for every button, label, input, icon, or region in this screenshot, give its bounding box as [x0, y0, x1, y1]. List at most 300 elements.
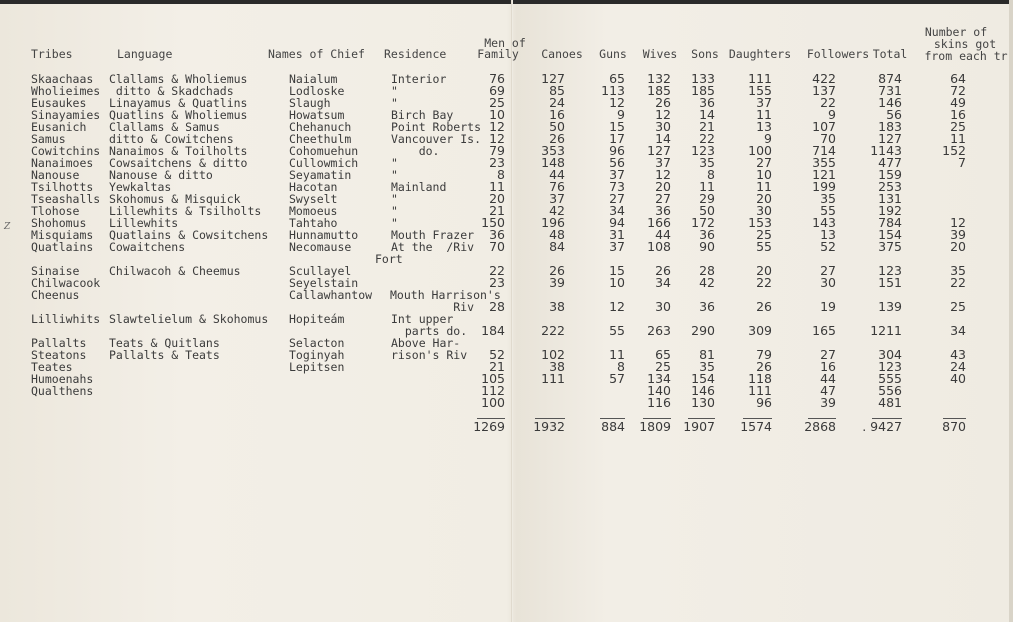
cell-tribe: Shohomus: [31, 216, 87, 230]
cell-canoes: 222: [541, 323, 565, 338]
cell-followers: 355: [812, 155, 836, 170]
cell-total: 139: [878, 299, 902, 314]
cell-sons: 14: [699, 107, 715, 122]
cell-canoes: 26: [549, 263, 565, 278]
cell-chief: Callawhantow: [289, 288, 373, 302]
header-skins-l3: from each tr: [924, 49, 1008, 63]
cell-chief: Hopiteám: [289, 312, 345, 326]
cell-residence: ": [391, 84, 398, 98]
cell-wives: 27: [655, 191, 671, 206]
cell-chief: Slaugh: [289, 96, 331, 110]
header-language: Language: [117, 47, 173, 61]
cell-total: 1211: [870, 323, 902, 338]
cell-followers: 35: [820, 191, 836, 206]
cell-skins: 25: [950, 119, 966, 134]
cell-daughters: 96: [756, 395, 772, 410]
cell-men: 21: [489, 203, 505, 218]
cell-chief: Lepitsen: [289, 360, 345, 374]
total-total: . 9427: [862, 419, 902, 434]
cell-skins: 49: [950, 95, 966, 110]
cell-chief: Toginyah: [289, 348, 345, 362]
cell-language: Pallalts & Teats: [109, 348, 220, 362]
cell-sons: 50: [699, 203, 715, 218]
cell-chief: Momoeus: [289, 204, 338, 218]
cell-men: 52: [489, 347, 505, 362]
cell-daughters: 155: [748, 83, 772, 98]
cell-daughters: 10: [756, 167, 772, 182]
cell-total: 123: [878, 263, 902, 278]
cell-residence: Mouth Frazer: [391, 228, 475, 242]
total-wives: 1809: [639, 419, 671, 434]
cell-guns: 34: [609, 203, 625, 218]
cell-language: Quatlins & Wholiemus: [109, 108, 248, 122]
cell-wives: 30: [655, 299, 671, 314]
cell-language: Skohomus & Misquick: [109, 192, 241, 206]
cell-sons: 42: [699, 275, 715, 290]
cell-daughters: 22: [756, 275, 772, 290]
cell-guns: 31: [609, 227, 625, 242]
cell-wives: 185: [647, 83, 671, 98]
cell-guns: 17: [609, 131, 625, 146]
cell-wives: 65: [655, 347, 671, 362]
cell-total: 481: [878, 395, 902, 410]
cell-guns: 65: [609, 71, 625, 86]
cell-wives: 140: [647, 383, 671, 398]
cell-canoes: 37: [549, 191, 565, 206]
cell-total: 131: [878, 191, 902, 206]
cell-skins: 16: [950, 107, 966, 122]
cell-sons: 130: [691, 395, 715, 410]
cell-guns: 27: [609, 191, 625, 206]
cell-wives: 44: [655, 227, 671, 242]
cell-daughters: 30: [756, 203, 772, 218]
cell-language: Yewkaltas: [109, 180, 172, 194]
cell-tribe: Lilliwhits: [31, 312, 101, 326]
cell-residence: Birch Bay: [391, 108, 454, 122]
cell-tribe: Eusanich: [31, 120, 87, 134]
header-wives: Wives: [642, 47, 678, 61]
cell-followers: 16: [820, 359, 836, 374]
cell-chief: Tahtaho: [289, 216, 338, 230]
cell-language: Nanaimos & Toilholts: [109, 144, 248, 158]
total-daughters: 1574: [740, 419, 772, 434]
cell-wives: 12: [655, 107, 671, 122]
cell-canoes: 196: [541, 215, 565, 230]
cell-skins: 39: [950, 227, 966, 242]
cell-residence: ": [391, 168, 398, 182]
cell-wives: 26: [655, 95, 671, 110]
cell-men: 20: [489, 191, 505, 206]
cell-language: Clallams & Samus: [109, 120, 220, 134]
header-daughters: Daughters: [728, 47, 792, 61]
cell-chief: Selacton: [289, 336, 345, 350]
cell-total: 159: [878, 167, 902, 182]
total-followers: 2868: [804, 419, 836, 434]
cell-total: 56: [886, 107, 902, 122]
cell-skins: 11: [950, 131, 966, 146]
header-tribes: Tribes: [31, 47, 73, 61]
cell-guns: 73: [609, 179, 625, 194]
cell-tribe: Sinaise: [31, 264, 80, 278]
cell-skins: 40: [950, 371, 966, 386]
cell-men: 21: [489, 359, 505, 374]
cell-language: Clallams & Wholiemus: [109, 72, 248, 86]
cell-wives: 20: [655, 179, 671, 194]
cell-language: ditto & Cowitchens: [109, 132, 234, 146]
cell-daughters: 27: [756, 155, 772, 170]
cell-daughters: 118: [748, 371, 772, 386]
cell-followers: 714: [812, 143, 836, 158]
cell-tribe: Tsilhotts: [31, 180, 94, 194]
cell-total: 731: [878, 83, 902, 98]
cell-canoes: 38: [549, 359, 565, 374]
cell-daughters: 20: [756, 263, 772, 278]
cell-guns: 56: [609, 155, 625, 170]
cell-followers: 22: [820, 95, 836, 110]
cell-sons: 22: [699, 131, 715, 146]
cell-canoes: 148: [541, 155, 565, 170]
cell-residence: Vancouver Is.: [391, 132, 482, 146]
cell-guns: 11: [609, 347, 625, 362]
cell-tribe: Cheenus: [31, 288, 80, 302]
cell-sons: 90: [699, 239, 715, 254]
cell-followers: 55: [820, 203, 836, 218]
cell-men: 25: [489, 95, 505, 110]
cell-men: 23: [489, 275, 505, 290]
cell-men: 8: [497, 167, 505, 182]
total-guns: 884: [601, 419, 625, 434]
cell-daughters: 26: [756, 359, 772, 374]
cell-daughters: 11: [756, 179, 772, 194]
cell-men: 22: [489, 263, 505, 278]
cell-sons: 81: [699, 347, 715, 362]
cell-total: 555: [878, 371, 902, 386]
cell-language: Nanouse & ditto: [109, 168, 213, 182]
cell-residence: ": [391, 192, 398, 206]
cell-tribe: Misquiams: [31, 228, 94, 242]
header-canoes: Canoes: [541, 47, 583, 61]
cell-skins: 7: [958, 155, 966, 170]
cell-followers: 47: [820, 383, 836, 398]
cell-chief: Howatsum: [289, 108, 345, 122]
cell-skins: 72: [950, 83, 966, 98]
cell-followers: 199: [812, 179, 836, 194]
cell-wives: 108: [647, 239, 671, 254]
cell-sons: 146: [691, 383, 715, 398]
cell-guns: 8: [617, 359, 625, 374]
cell-guns: 96: [609, 143, 625, 158]
cell-men: 12: [489, 119, 505, 134]
cell-wives: 12: [655, 167, 671, 182]
cell-canoes: 102: [541, 347, 565, 362]
cell-guns: 10: [609, 275, 625, 290]
cell-daughters: 13: [756, 119, 772, 134]
cell-residence: ": [391, 216, 398, 230]
cell-daughters: 79: [756, 347, 772, 362]
cell-canoes: 42: [549, 203, 565, 218]
cell-language: Cowaitchens: [109, 240, 186, 254]
cell-residence: Int upper: [391, 312, 454, 326]
cell-total: 874: [878, 71, 902, 86]
cell-residence: do.: [391, 144, 440, 158]
total-men: 1269: [473, 419, 505, 434]
cell-chief: Naialum: [289, 72, 338, 86]
cell-skins: 152: [942, 143, 966, 158]
cell-chief: Seyelstain: [289, 276, 359, 290]
cell-followers: 19: [820, 299, 836, 314]
cell-tribe: Nanaimoes: [31, 156, 94, 170]
cell-sons: 29: [699, 191, 715, 206]
cell-chief: Cheethulm: [289, 132, 352, 146]
cell-language: Cowsaitchens & ditto: [109, 156, 248, 170]
cell-skins: 25: [950, 299, 966, 314]
cell-skins: 43: [950, 347, 966, 362]
cell-men: 150: [481, 215, 505, 230]
cell-sons: 133: [691, 71, 715, 86]
cell-language: Lillewhits & Tsilholts: [109, 204, 262, 218]
cell-language: Lillewhits: [109, 216, 179, 230]
cell-wives: 116: [647, 395, 671, 410]
cell-followers: 39: [820, 395, 836, 410]
cell-skins: 20: [950, 239, 966, 254]
cell-residence: Interior: [391, 72, 447, 86]
cell-guns: 113: [601, 83, 625, 98]
cell-followers: 143: [812, 215, 836, 230]
cell-sons: 28: [699, 263, 715, 278]
cell-sons: 290: [691, 323, 715, 338]
cell-sons: 185: [691, 83, 715, 98]
cell-skins: 24: [950, 359, 966, 374]
cell-total: 146: [878, 95, 902, 110]
cell-wives: 34: [655, 275, 671, 290]
cell-language: Chilwacoh & Cheemus: [109, 264, 241, 278]
cell-residence: rison's Riv: [391, 348, 468, 362]
header-skins-l1: Number of: [924, 25, 988, 39]
cell-tribe: Eusaukes: [31, 96, 87, 110]
cell-wives: 166: [647, 215, 671, 230]
cell-skins: 35: [950, 263, 966, 278]
cell-total: 127: [878, 131, 902, 146]
header-total: Total: [872, 47, 908, 61]
cell-men: 112: [481, 383, 505, 398]
total-sons: 1907: [683, 419, 715, 434]
cell-guns: 9: [617, 107, 625, 122]
cell-tribe: Teates: [31, 360, 73, 374]
cell-tribe: Tlohose: [31, 204, 80, 218]
cell-canoes: 127: [541, 71, 565, 86]
cell-guns: 37: [609, 239, 625, 254]
cell-men: 69: [489, 83, 505, 98]
cell-chief: Hacotan: [289, 180, 338, 194]
cell-guns: 12: [609, 299, 625, 314]
cell-language: Quatlains & Cowsitchens: [109, 228, 269, 242]
cell-canoes: 85: [549, 83, 565, 98]
header-skins-l2: skins got: [933, 37, 997, 51]
cell-total: 477: [878, 155, 902, 170]
cell-tribe: Qualthens: [31, 384, 94, 398]
cell-men: 36: [489, 227, 505, 242]
right-edge: [1009, 0, 1013, 622]
cell-daughters: 26: [756, 299, 772, 314]
cell-wives: 132: [647, 71, 671, 86]
total-canoes: 1932: [533, 419, 565, 434]
cell-residence: Mainland: [391, 180, 447, 194]
cell-chief: Swyselt: [289, 192, 338, 206]
cell-daughters: 309: [748, 323, 772, 338]
cell-language: Slawtelielum & Skohomus: [109, 312, 269, 326]
page-fold: [511, 0, 513, 622]
top-edge: [0, 0, 1013, 4]
cell-men: 76: [489, 71, 505, 86]
cell-wives: 26: [655, 263, 671, 278]
cell-chief: Necomause: [289, 240, 352, 254]
cell-chief: Lodloske: [289, 84, 345, 98]
cell-daughters: 111: [748, 71, 772, 86]
cell-guns: 57: [609, 371, 625, 386]
cell-tribe: Samus: [31, 132, 66, 146]
header-guns: Guns: [599, 47, 627, 61]
cell-residence: ": [391, 204, 398, 218]
cell-followers: 422: [812, 71, 836, 86]
cell-tribe: Tseashalls: [31, 192, 101, 206]
cell-daughters: 153: [748, 215, 772, 230]
cell-followers: 165: [812, 323, 836, 338]
cell-followers: 13: [820, 227, 836, 242]
cell-guns: 12: [609, 95, 625, 110]
cell-canoes: 44: [549, 167, 565, 182]
cell-men: 105: [481, 371, 505, 386]
cell-canoes: 38: [549, 299, 565, 314]
cell-language: Linayamus & Quatlins: [109, 96, 248, 110]
cell-chief: Seyamatin: [289, 168, 352, 182]
cell-residence: Above Har-: [391, 336, 461, 350]
cell-wives: 127: [647, 143, 671, 158]
header-residence: Residence: [384, 47, 447, 61]
cell-wives: 263: [647, 323, 671, 338]
margin-mark: Z: [4, 222, 11, 232]
cell-language: ditto & Skadchads: [109, 84, 234, 98]
cell-sons: 36: [699, 299, 715, 314]
cell-residence: Mouth Harrison's: [390, 288, 501, 302]
cell-residence: ": [391, 96, 398, 110]
cell-tribe: Chilwacook: [31, 276, 101, 290]
cell-daughters: 11: [756, 107, 772, 122]
cell-total: 556: [878, 383, 902, 398]
cell-residence: parts do.: [391, 324, 468, 338]
cell-guns: 55: [609, 323, 625, 338]
cell-canoes: 111: [541, 371, 565, 386]
cell-wives: 36: [655, 203, 671, 218]
cell-followers: 121: [812, 167, 836, 182]
cell-daughters: 9: [764, 131, 772, 146]
cell-daughters: 100: [748, 143, 772, 158]
cell-canoes: 353: [541, 143, 565, 158]
cell-sons: 172: [691, 215, 715, 230]
cell-men: 100: [481, 395, 505, 410]
header-sons: Sons: [691, 47, 719, 61]
cell-daughters: 25: [756, 227, 772, 242]
cell-total: 154: [878, 227, 902, 242]
cell-canoes: 39: [549, 275, 565, 290]
cell-residence: ": [391, 156, 398, 170]
cell-tribe: Quatlains: [31, 240, 94, 254]
cell-tribe: Humoenahs: [31, 372, 94, 386]
cell-wives: 14: [655, 131, 671, 146]
cell-chief: Cullowmich: [289, 156, 359, 170]
cell-followers: 107: [812, 119, 836, 134]
cell-total: 304: [878, 347, 902, 362]
cell-followers: 70: [820, 131, 836, 146]
header-men-l2: Family: [477, 47, 519, 61]
header-men-l1: Men of: [484, 36, 526, 50]
cell-total: 375: [878, 239, 902, 254]
cell-guns: 15: [609, 263, 625, 278]
cell-total: 784: [878, 215, 902, 230]
cell-sons: 8: [707, 167, 715, 182]
cell-total: 183: [878, 119, 902, 134]
cell-tribe: Cowitchins: [31, 144, 101, 158]
cell-tribe: Nanouse: [31, 168, 80, 182]
cell-chief: Hunnamutto: [289, 228, 359, 242]
cell-daughters: 111: [748, 383, 772, 398]
cell-total: 1143: [870, 143, 902, 158]
cell-sons: 35: [699, 155, 715, 170]
cell-total: 151: [878, 275, 902, 290]
cell-men: 184: [481, 323, 505, 338]
cell-men: 28: [489, 299, 505, 314]
cell-followers: 44: [820, 371, 836, 386]
cell-residence: At the /Riv: [391, 240, 475, 254]
cell-daughters: 55: [756, 239, 772, 254]
cell-men: 79: [489, 143, 505, 158]
header-followers: Followers: [806, 47, 870, 61]
cell-canoes: 76: [549, 179, 565, 194]
cell-skins: 22: [950, 275, 966, 290]
cell-sons: 36: [699, 95, 715, 110]
cell-sons: 35: [699, 359, 715, 374]
cell-tribe: Wholieimes: [31, 84, 101, 98]
cell-followers: 137: [812, 83, 836, 98]
cell-language: Teats & Quitlans: [109, 336, 220, 350]
cell-total: 192: [878, 203, 902, 218]
cell-total: 253: [878, 179, 902, 194]
cell-sons: 11: [699, 179, 715, 194]
cell-canoes: 16: [549, 107, 565, 122]
cell-canoes: 84: [549, 239, 565, 254]
cell-sons: 154: [691, 371, 715, 386]
cell-tribe: Sinayamies: [31, 108, 101, 122]
residence-fort-note: Fort: [375, 252, 403, 266]
cell-wives: 37: [655, 155, 671, 170]
cell-followers: 9: [828, 107, 836, 122]
cell-canoes: 48: [549, 227, 565, 242]
cell-skins: 64: [950, 71, 966, 86]
cell-canoes: 50: [549, 119, 565, 134]
cell-sons: 36: [699, 227, 715, 242]
cell-men: 10: [489, 107, 505, 122]
cell-canoes: 26: [549, 131, 565, 146]
cell-men: 12: [489, 131, 505, 146]
cell-followers: 27: [820, 347, 836, 362]
cell-wives: 25: [655, 359, 671, 374]
cell-wives: 30: [655, 119, 671, 134]
cell-sons: 123: [691, 143, 715, 158]
cell-men: 23: [489, 155, 505, 170]
cell-total: 123: [878, 359, 902, 374]
cell-guns: 15: [609, 119, 625, 134]
cell-chief: Scullayel: [289, 264, 352, 278]
total-skins: 870: [942, 419, 966, 434]
